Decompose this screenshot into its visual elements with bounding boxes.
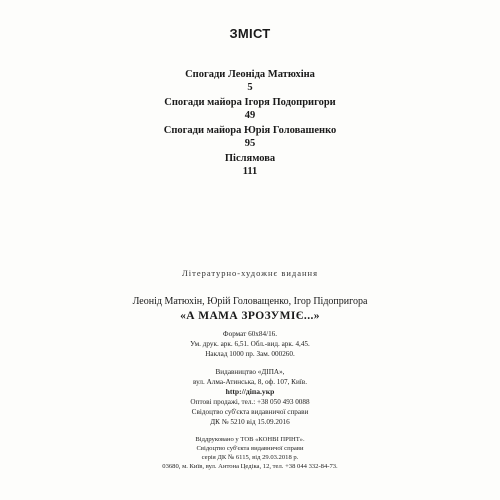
toc-entry-page: 5 xyxy=(247,82,253,93)
imprint-block xyxy=(60,268,440,471)
toc-entry-page: 95 xyxy=(244,138,256,149)
publisher-certificate-number: ДК № 5210 від 15.09.2016 xyxy=(210,418,290,426)
book-title: «А МАМА ЗРОЗУМІЄ...» xyxy=(180,310,320,322)
printer-certificate-number: серія ДК № 6115, від 29.03.2018 р. xyxy=(201,454,299,461)
toc-entry-page: 111 xyxy=(242,166,258,177)
toc-entry-title: Спогади майора Ігоря Подопригори xyxy=(164,97,336,108)
toc-entry-title: Спогади Леоніда Матюхіна xyxy=(185,69,315,80)
print-run-spec: Наклад 1000 пр. Зам. 000260. xyxy=(205,350,295,358)
book-authors: Леонід Матюхін, Юрій Головащенко, Ігор Підопригора xyxy=(132,296,368,307)
printer-name: Віддруковано у ТОВ «КОНВІ ПРІНТ». xyxy=(195,436,305,443)
table-of-contents xyxy=(0,68,500,180)
toc-heading: ЗМІСТ xyxy=(229,26,271,41)
edition-genre: Літературно-художнє видання xyxy=(181,268,318,278)
publisher-address: вул. Алма-Атинська, 8, оф. 107, Київ. xyxy=(192,378,307,386)
printer-address: 03680, м. Київ, вул. Антона Цедіка, 12, тел. +38 044 332-84-73. xyxy=(162,463,338,470)
printer-certificate: Свідоцтво суб'єкта видавничої справи xyxy=(196,445,304,452)
publisher-website: http://діпа.укр xyxy=(225,387,275,396)
toc-entry xyxy=(0,124,500,150)
publisher-name: Видавництво «ДІПА», xyxy=(215,368,285,376)
toc-entry xyxy=(0,68,500,94)
format-spec: Формат 60х84/16. xyxy=(222,330,278,338)
toc-entry-title: Спогади майора Юрія Головашенко xyxy=(163,125,337,136)
print-sheets-spec: Ум. друк. арк. 6,51. Обл.-вид. арк. 4,45. xyxy=(190,340,310,348)
publisher-certificate: Свідоцтво суб'єкта видавничої справи xyxy=(191,408,309,416)
toc-entry xyxy=(0,96,500,122)
toc-entry-page: 49 xyxy=(244,110,256,121)
wholesale-phone: Оптові продажі, тел.: +38 050 493 0088 xyxy=(190,398,310,406)
toc-entry-title: Післямова xyxy=(224,153,276,164)
toc-entry xyxy=(0,152,500,178)
